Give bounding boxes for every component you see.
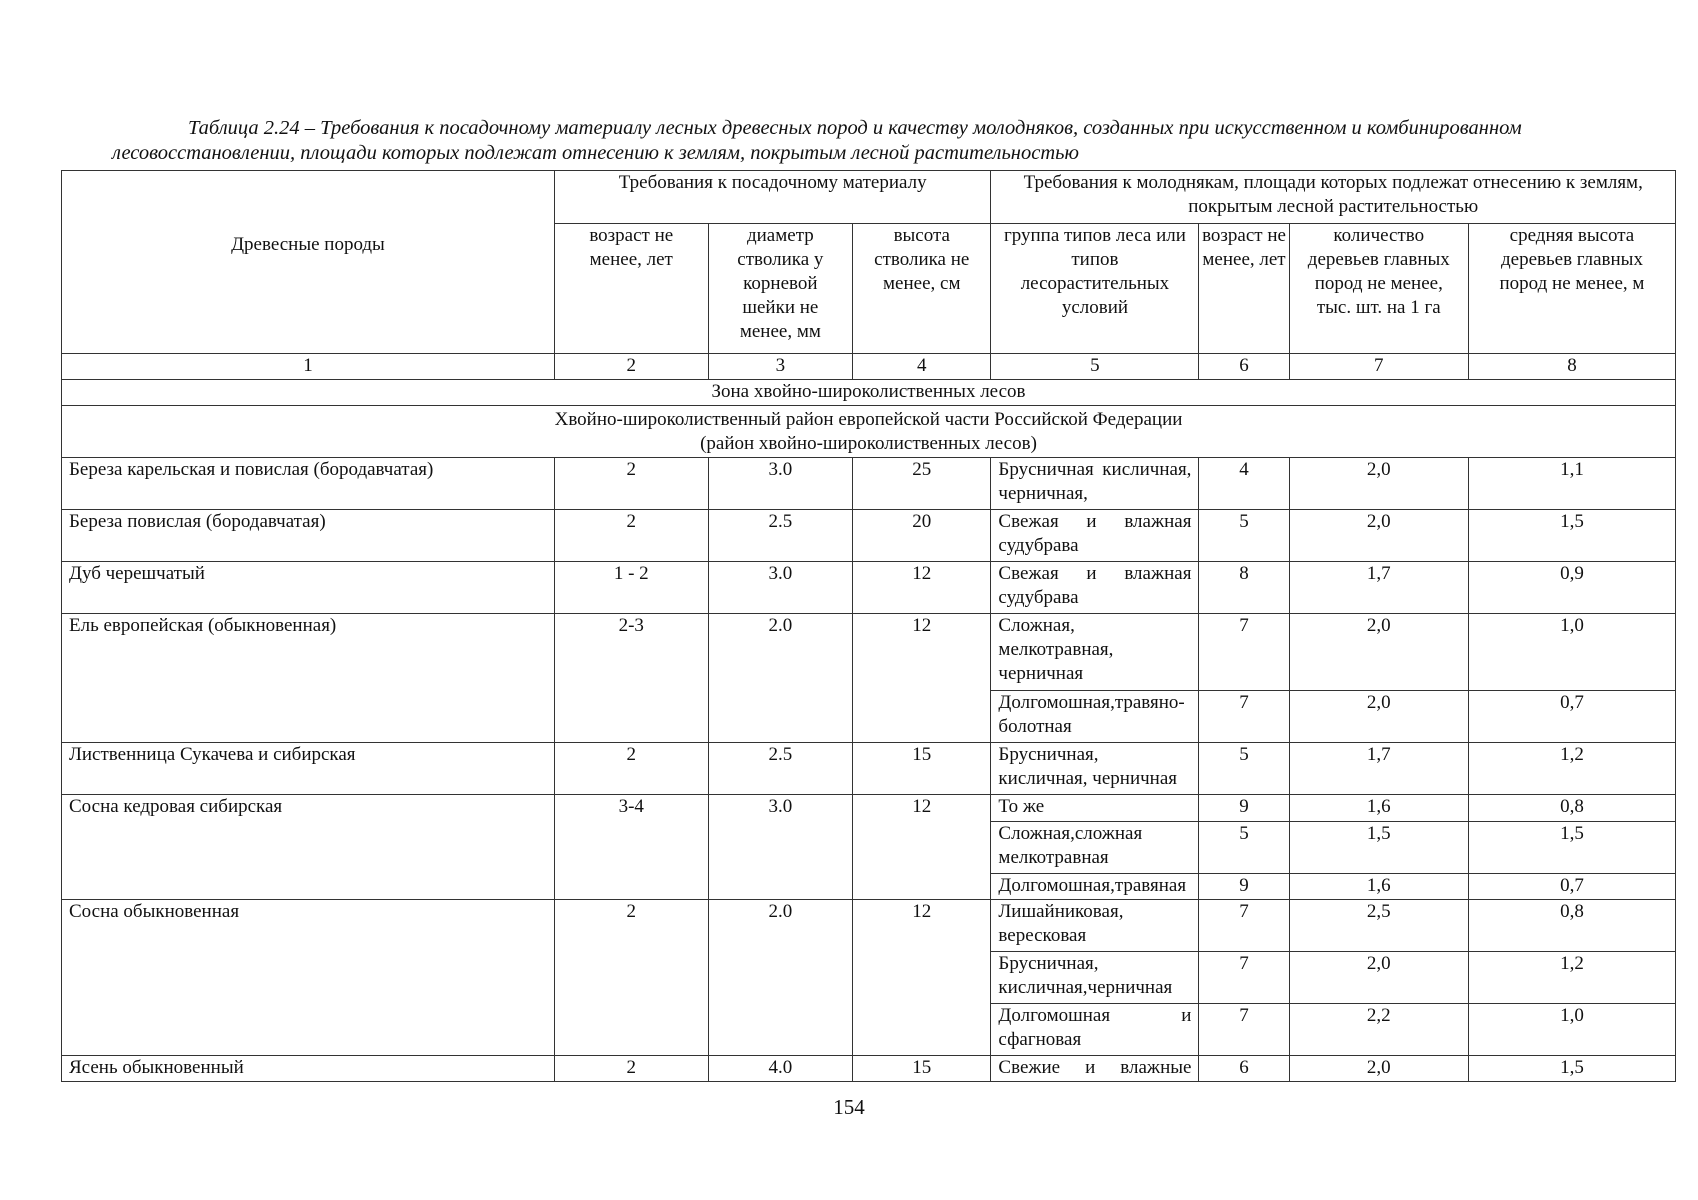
planting-age-cell: 2: [554, 900, 708, 1056]
height-cell: 15: [853, 1056, 991, 1082]
species-cell: Ель европейская (обыкновенная): [62, 614, 555, 743]
column-number-7: 7: [1289, 354, 1468, 380]
tree-count-cell: 1,7: [1289, 743, 1468, 795]
forest-type-cell: Долгомошная,травяная: [991, 874, 1199, 900]
page-number: 154: [833, 1095, 865, 1119]
tree-count-cell: 2,0: [1289, 1056, 1468, 1082]
tree-count-cell: 2,0: [1289, 510, 1468, 562]
table-row: [62, 510, 1676, 562]
young-age-cell: 4: [1199, 458, 1289, 510]
region-line-1: Хвойно-широколиственный район европейской части Российской Федерации: [554, 408, 1183, 430]
region-line-2: (район хвойно-широколиственных лесов): [700, 432, 1037, 454]
forest-type-cell: [991, 900, 1199, 952]
caption-line-1: Таблица 2.24 – Требования к посадочному материалу лесных древесных пород и качеству молодняков, созданных при искусственном и: [188, 117, 1362, 139]
height-cell: 25: [853, 458, 991, 510]
height-cell: 12: [853, 614, 991, 743]
header-species: Древесные породы: [62, 171, 555, 354]
planting-age-cell: 2: [554, 458, 708, 510]
planting-age-cell: 2: [554, 510, 708, 562]
species-cell: Сосна обыкновенная: [62, 900, 555, 1056]
column-number-3: 3: [708, 354, 852, 380]
avg-height-cell: 0,8: [1468, 795, 1675, 822]
young-age-cell: 9: [1199, 795, 1289, 822]
height-cell: 12: [853, 562, 991, 614]
header-col-4: высота стволика не менее, см: [853, 224, 991, 354]
height-cell: 12: [853, 900, 991, 1056]
avg-height-cell: 0,8: [1468, 900, 1675, 952]
diameter-cell: 2.5: [708, 510, 852, 562]
tree-count-cell: 2,0: [1289, 614, 1468, 691]
tree-count-cell: 2,5: [1289, 900, 1468, 952]
table-row: [62, 795, 1676, 822]
column-number-8: 8: [1468, 354, 1675, 380]
forest-type-cell: Брусничная, кисличная, черничная: [991, 743, 1199, 795]
tree-count-cell: 2,2: [1289, 1004, 1468, 1056]
table-row: [62, 458, 1676, 510]
diameter-cell: 3.0: [708, 795, 852, 900]
header-col-5: группа типов леса или типов лесорастительных условий: [991, 224, 1199, 354]
avg-height-cell: 1,1: [1468, 458, 1675, 510]
diameter-cell: 3.0: [708, 562, 852, 614]
forest-type-text: Сложная,сложная мелкотравная: [998, 823, 1143, 868]
young-age-cell: 7: [1199, 900, 1289, 952]
young-age-cell: 7: [1199, 952, 1289, 1004]
forest-type-cell: Свежая и влажная судубрава: [991, 562, 1199, 614]
forest-type-cell: То же: [991, 795, 1199, 822]
tree-count-cell: 1,6: [1289, 874, 1468, 900]
header-col-6: возраст не менее, лет: [1199, 224, 1289, 354]
diameter-cell: 2.5: [708, 743, 852, 795]
forest-type-cell: [991, 952, 1199, 1004]
header-col-7: количество деревьев главных пород не менее, тыс. шт. на 1 га: [1289, 224, 1468, 354]
diameter-cell: 3.0: [708, 458, 852, 510]
table-row: [62, 614, 1676, 691]
young-age-cell: 7: [1199, 1004, 1289, 1056]
table-row: [62, 562, 1676, 614]
forest-type-cell: [991, 822, 1199, 874]
young-age-cell: 9: [1199, 874, 1289, 900]
young-age-cell: 5: [1199, 743, 1289, 795]
tree-count-cell: 1,7: [1289, 562, 1468, 614]
header-col-8: средняя высота деревьев главных пород не менее, м: [1468, 224, 1675, 354]
avg-height-cell: 1,5: [1468, 510, 1675, 562]
young-age-cell: 5: [1199, 822, 1289, 874]
species-cell: Лиственница Сукачева и сибирская: [62, 743, 555, 795]
forest-type-text: Сложная, мелкотравная, черничная: [998, 615, 1114, 684]
caption-line-2: комбинированном лесовосстановлении, площади которых подлежат отнесению к землям, покрытым лесной растительностью: [112, 117, 1522, 164]
forest-type-cell: Долгомошная и сфагновая: [991, 1004, 1199, 1056]
tree-count-cell: 2,0: [1289, 691, 1468, 743]
forest-type-cell: Свежая и влажная судубрава: [991, 510, 1199, 562]
tree-count-cell: 1,5: [1289, 822, 1468, 874]
header-col-2: возраст не менее, лет: [554, 224, 708, 354]
tree-count-cell: 2,0: [1289, 458, 1468, 510]
header-planting-material: Требования к посадочному материалу: [554, 171, 991, 224]
species-cell: Дуб черешчатый: [62, 562, 555, 614]
column-number-1: 1: [62, 354, 555, 380]
tree-count-cell: 1,6: [1289, 795, 1468, 822]
table-row: [62, 743, 1676, 795]
forest-type-cell: Долгомошная,травяно-болотная: [991, 691, 1199, 743]
species-cell: Береза карельская и повислая (бородавчатая): [62, 458, 555, 510]
forest-type-cell: Брусничная кисличная, черничная,: [991, 458, 1199, 510]
tree-count-cell: 2,0: [1289, 952, 1468, 1004]
planting-age-cell: 2-3: [554, 614, 708, 743]
species-cell: Сосна кедровая сибирская: [62, 795, 555, 900]
avg-height-cell: 1,0: [1468, 1004, 1675, 1056]
column-number-4: 4: [853, 354, 991, 380]
avg-height-cell: 1,5: [1468, 1056, 1675, 1082]
header-col-3: диаметр стволика у корневой шейки не менее, мм: [708, 224, 852, 354]
table-caption: [112, 116, 1672, 166]
header-young-stands: Требования к молоднякам, площади которых подлежат отнесению к землям, покрытым лесной растительностью: [991, 171, 1676, 224]
planting-age-cell: 2: [554, 1056, 708, 1082]
column-number-2: 2: [554, 354, 708, 380]
young-age-cell: 5: [1199, 510, 1289, 562]
avg-height-cell: 1,2: [1468, 743, 1675, 795]
avg-height-cell: 0,9: [1468, 562, 1675, 614]
avg-height-cell: 0,7: [1468, 691, 1675, 743]
avg-height-cell: 1,0: [1468, 614, 1675, 691]
requirements-table: [61, 170, 1676, 1082]
young-age-cell: 6: [1199, 1056, 1289, 1082]
species-cell: Ясень обыкновенный: [62, 1056, 555, 1082]
young-age-cell: 7: [1199, 614, 1289, 691]
young-age-cell: 7: [1199, 691, 1289, 743]
forest-type-text: Лишайниковая, вересковая: [998, 901, 1124, 946]
avg-height-cell: 1,5: [1468, 822, 1675, 874]
planting-age-cell: 3-4: [554, 795, 708, 900]
forest-type-cell: [991, 614, 1199, 691]
zone-row: Зона хвойно-широколиственных лесов: [62, 380, 1676, 406]
height-cell: 20: [853, 510, 991, 562]
region-row: [62, 406, 1676, 458]
avg-height-cell: 0,7: [1468, 874, 1675, 900]
column-number-5: 5: [991, 354, 1199, 380]
avg-height-cell: 1,2: [1468, 952, 1675, 1004]
forest-type-text: Брусничная, кисличная,черничная: [998, 953, 1173, 998]
table-row: [62, 1056, 1676, 1082]
height-cell: 15: [853, 743, 991, 795]
diameter-cell: 2.0: [708, 614, 852, 743]
diameter-cell: 4.0: [708, 1056, 852, 1082]
planting-age-cell: 1 - 2: [554, 562, 708, 614]
height-cell: 12: [853, 795, 991, 900]
diameter-cell: 2.0: [708, 900, 852, 1056]
young-age-cell: 8: [1199, 562, 1289, 614]
column-number-6: 6: [1199, 354, 1289, 380]
species-cell: Береза повислая (бородавчатая): [62, 510, 555, 562]
planting-age-cell: 2: [554, 743, 708, 795]
table-row: [62, 900, 1676, 952]
forest-type-cell: Свежие и влажные: [991, 1056, 1199, 1082]
